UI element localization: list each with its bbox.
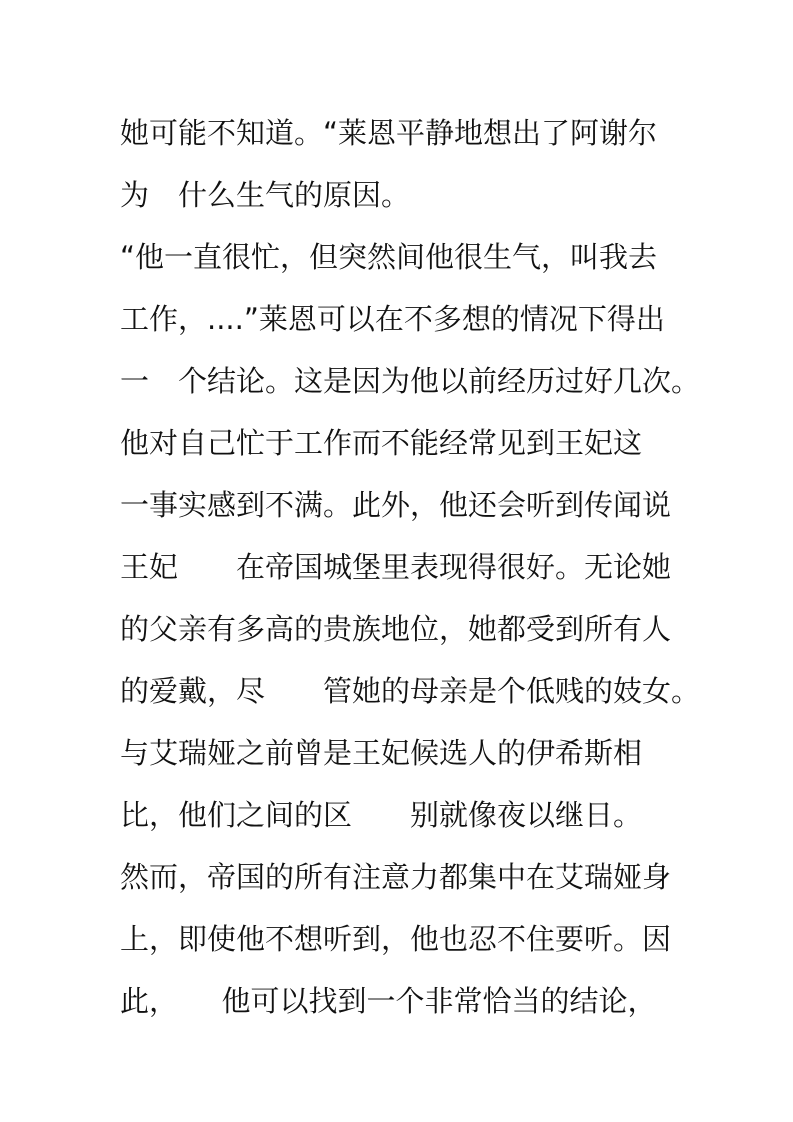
text-line: 的爱戴，尽 管她的母亲是个低贱的妓女。 xyxy=(120,674,701,708)
text-line: 一事实感到不满。此外，他还会听到传闻说 xyxy=(120,488,672,522)
text-line: 王妃 在帝国城堡里表现得很好。无论她 xyxy=(120,550,672,584)
body-text xyxy=(120,102,701,1032)
text-line: 比，他们之间的区 别就像夜以继日。 xyxy=(120,798,643,832)
text-line: 一 个结论。这是因为他以前经历过好几次。 xyxy=(120,364,701,398)
text-line: 工作，....”莱恩可以在不多想的情况下得出 xyxy=(120,302,665,336)
text-line: 为 什么生气的原因。 xyxy=(120,178,411,212)
text-line: 与艾瑞娅之前曾是王妃候选人的伊希斯相 xyxy=(120,736,643,770)
text-line: 他对自己忙于工作而不能经常见到王妃这 xyxy=(120,426,643,460)
text-line: 她可能不知道。“莱恩平静地想出了阿谢尔 xyxy=(120,116,658,150)
text-line: 然而，帝国的所有注意力都集中在艾瑞娅身 xyxy=(120,860,672,894)
text-line: 上，即使他不想听到，他也忍不住要听。因 xyxy=(120,922,672,956)
text-line: 的父亲有多高的贵族地位，她都受到所有人 xyxy=(120,612,672,646)
text-line: “他一直很忙，但突然间他很生气，叫我去 xyxy=(120,240,658,274)
text-line: 此， 他可以找到一个非常恰当的结论， xyxy=(120,984,657,1018)
